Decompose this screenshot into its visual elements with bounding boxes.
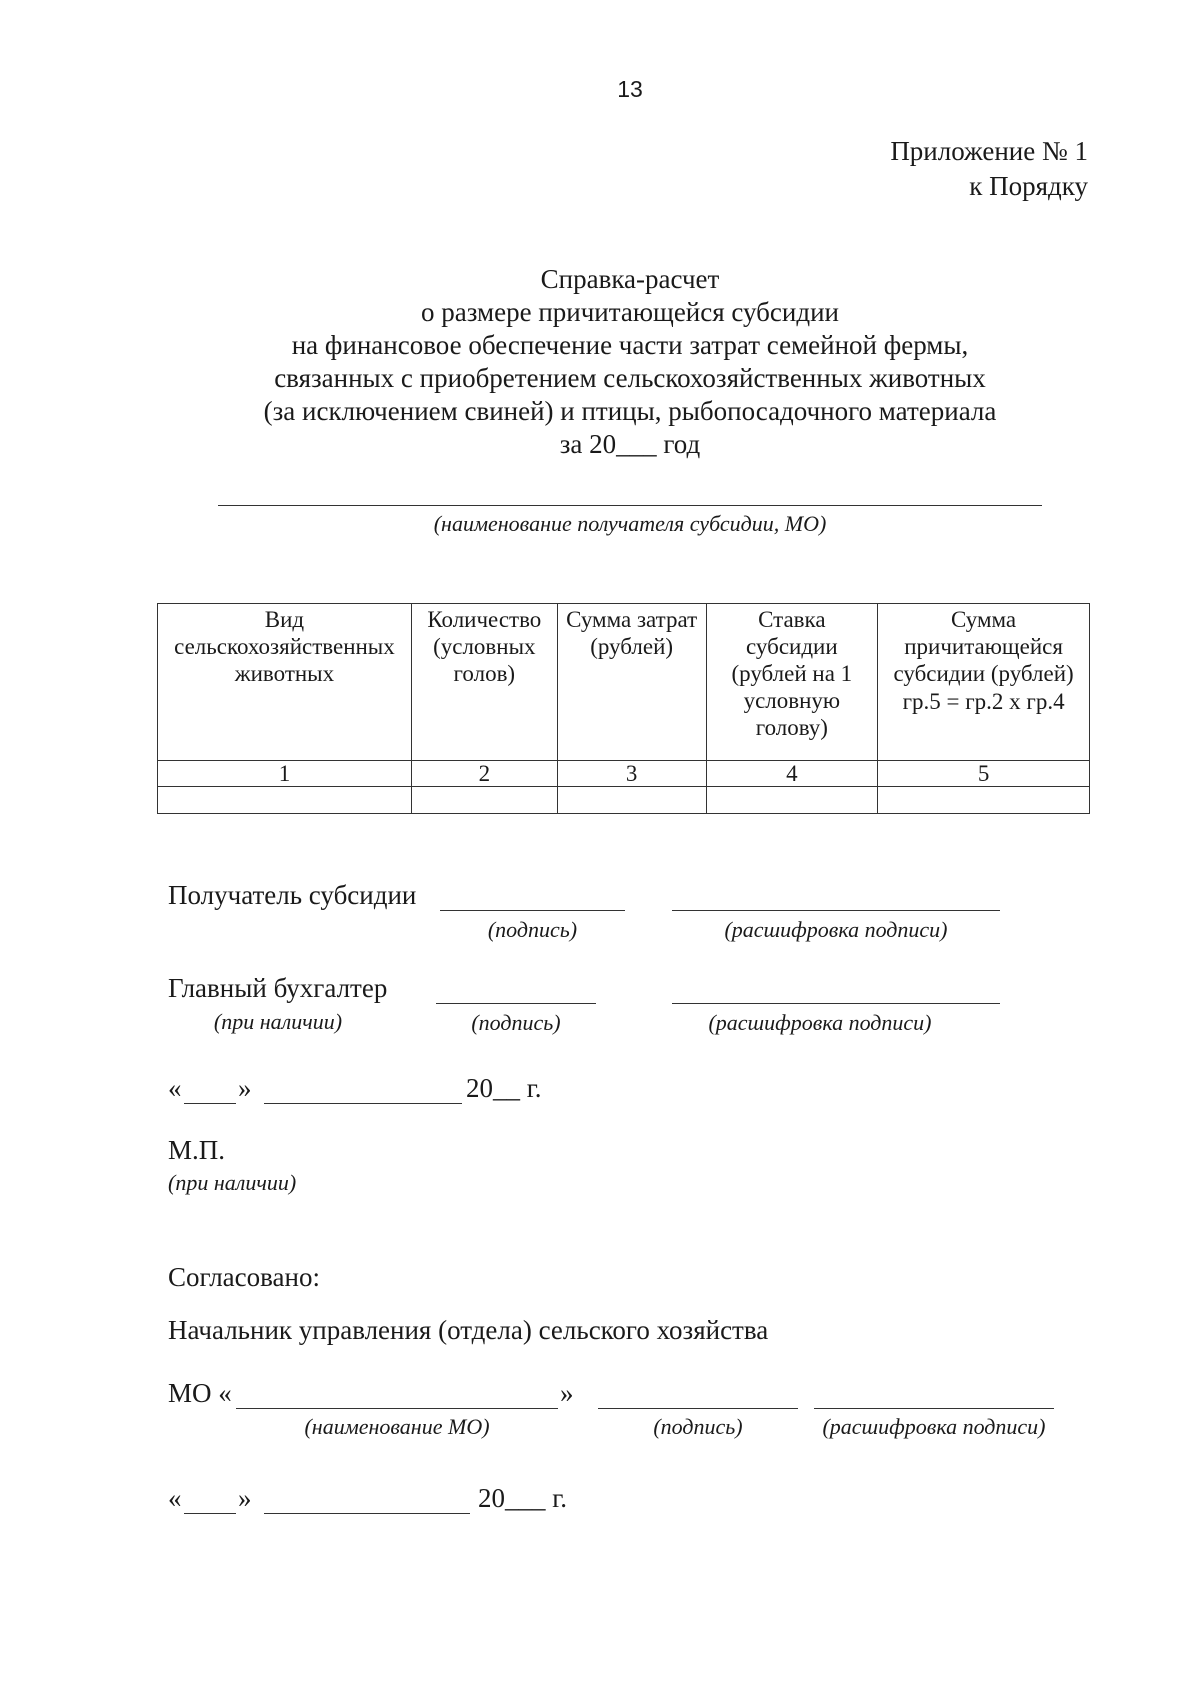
table-number-row xyxy=(158,761,1090,787)
subsidy-table xyxy=(157,603,1090,814)
mo-name-caption: (наименование МО) xyxy=(304,1414,490,1439)
date2-quote-open: « xyxy=(168,1483,182,1513)
head-signature-line[interactable] xyxy=(598,1408,798,1409)
table-cell[interactable] xyxy=(706,787,878,814)
stamp-if-any-caption: (при наличии) xyxy=(168,1170,297,1195)
recipient-signature-line[interactable] xyxy=(440,910,625,911)
header-quantity: Количество (условных голов) xyxy=(411,604,557,761)
stamp-label: М.П. xyxy=(168,1135,226,1165)
date-month-line[interactable] xyxy=(264,1103,462,1104)
header-subsidy-sum-label: Сумма причитающейся субсидии (рублей) xyxy=(893,607,1074,686)
table-cell[interactable] xyxy=(878,787,1090,814)
appendix-header xyxy=(890,134,1088,204)
head-label: Начальник управления (отдела) сельского хозяйства xyxy=(168,1315,769,1345)
header-subsidy-sum xyxy=(878,604,1090,761)
date2-day-line[interactable] xyxy=(184,1513,236,1514)
column-number: 3 xyxy=(557,761,706,787)
accountant-decoding-caption: (расшифровка подписи) xyxy=(708,1010,932,1035)
column-number: 5 xyxy=(878,761,1090,787)
title-line-2: о размере причитающейся субсидии xyxy=(421,297,839,327)
accountant-signature-line[interactable] xyxy=(436,1003,596,1004)
date-quote-close: » xyxy=(238,1073,252,1103)
recipient-name-line xyxy=(218,505,1042,506)
date2-year: 20___ г. xyxy=(478,1483,568,1513)
title-line-4: связанных с приобретением сельскохозяйственных животных xyxy=(274,363,986,393)
column-number: 2 xyxy=(411,761,557,787)
header-subsidy-rate: Ставка субсидии (рублей на 1 условную голову) xyxy=(706,604,878,761)
table-header-row xyxy=(158,604,1090,761)
date-quote-open: « xyxy=(168,1073,182,1103)
table-cell[interactable] xyxy=(158,787,412,814)
mo-name-line[interactable] xyxy=(236,1408,558,1409)
page-number: 13 xyxy=(617,76,643,102)
accountant-if-any-caption: (при наличии) xyxy=(213,1009,343,1034)
table-empty-row xyxy=(158,787,1090,814)
column-number: 4 xyxy=(706,761,878,787)
approved-label: Согласовано: xyxy=(168,1262,320,1292)
recipient-signature-caption: (подпись) xyxy=(487,917,578,942)
recipient-name-caption: (наименование получателя субсидии, МО) xyxy=(433,511,827,536)
accountant-signature-caption: (подпись) xyxy=(471,1010,561,1035)
accountant-label: Главный бухгалтер xyxy=(168,973,388,1003)
title-line-1: Справка-расчет xyxy=(540,264,720,294)
header-animal-type: Вид сельскохозяйственных животных xyxy=(158,604,412,761)
document-title xyxy=(0,263,1200,461)
recipient-decoding-line[interactable] xyxy=(672,910,1000,911)
table-cell[interactable] xyxy=(557,787,706,814)
appendix-line-2: к Порядку xyxy=(969,171,1088,201)
mo-quote-close: » xyxy=(560,1378,574,1408)
head-decoding-line[interactable] xyxy=(814,1408,1054,1409)
date-day-line[interactable] xyxy=(184,1103,236,1104)
title-line-5: (за исключением свиней) и птицы, рыбопосадочного материала xyxy=(263,396,997,426)
head-decoding-caption: (расшифровка подписи) xyxy=(822,1414,1046,1439)
date2-quote-close: » xyxy=(238,1483,252,1513)
date2-month-line[interactable] xyxy=(264,1513,470,1514)
accountant-decoding-line[interactable] xyxy=(672,1003,1000,1004)
date-year: 20__ г. xyxy=(466,1073,542,1103)
recipient-decoding-caption: (расшифровка подписи) xyxy=(724,917,948,942)
header-cost-sum: Сумма затрат (рублей) xyxy=(557,604,706,761)
column-number: 1 xyxy=(158,761,412,787)
recipient-label: Получатель субсидии xyxy=(168,880,417,910)
appendix-line-1: Приложение № 1 xyxy=(890,136,1088,166)
head-signature-caption: (подпись) xyxy=(653,1414,743,1439)
header-formula: гр.5 = гр.2 х гр.4 xyxy=(902,689,1065,714)
title-line-6: за 20___ год xyxy=(559,429,701,459)
title-line-3: на финансовое обеспечение части затрат семейной фермы, xyxy=(291,330,969,360)
table-cell[interactable] xyxy=(411,787,557,814)
mo-prefix: МО « xyxy=(168,1378,232,1408)
